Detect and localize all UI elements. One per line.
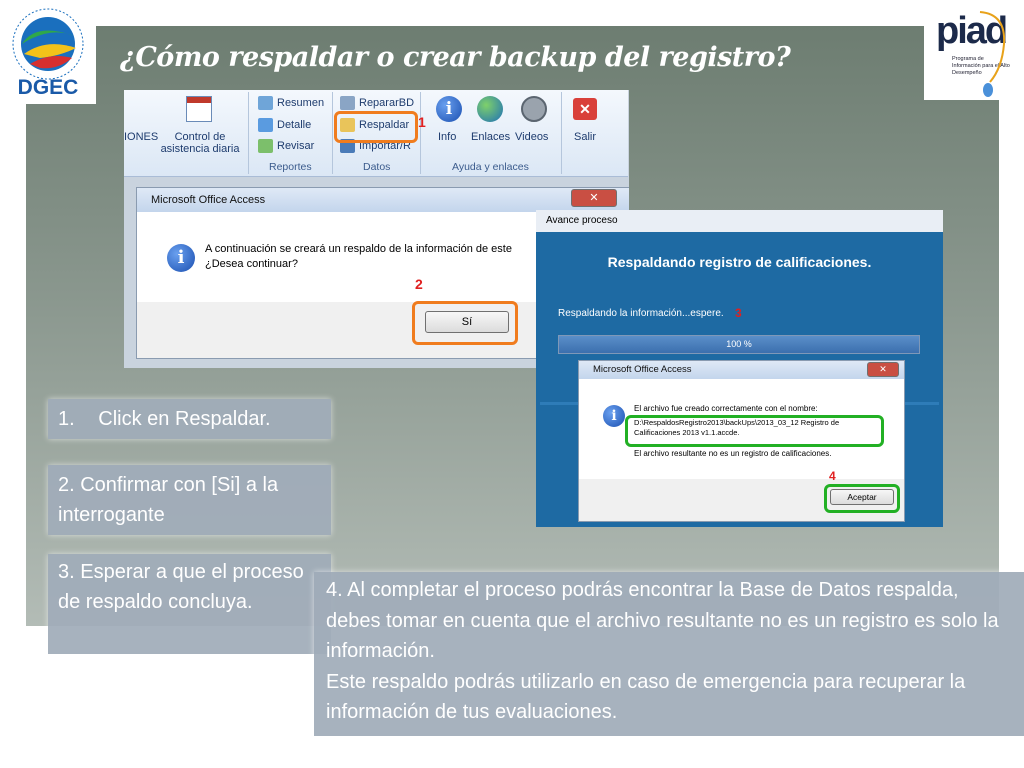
result-path-line1: D:\RespaldosRegistro2013\backUps\2013_03_12 Registro de [634,418,840,427]
info-icon: i [167,244,195,272]
highlight-respaldar [334,111,418,143]
progress-heading: Respaldando registro de calificaciones. [607,254,872,270]
result-dialog-title: Microsoft Office Access [579,361,904,379]
piad-logo-word: piad [936,10,1007,52]
progress-status: Respaldando la información...espere. [558,308,724,319]
ribbon-group-datos: Datos [363,161,391,173]
globe-links-icon [477,96,503,122]
step-4-paragraph-2: Este respaldo podrás utilizarlo en caso de emergencia para recuperar la información de tus evaluaciones. [326,670,966,723]
ribbon-resumen[interactable]: Resumen [277,97,325,109]
film-reel-icon [521,96,547,122]
step-4-box [314,572,1024,736]
accept-button[interactable]: Aceptar [830,489,894,505]
ribbon-group-reportes: Reportes [269,161,312,173]
info-icon: i [436,96,462,122]
yes-button[interactable]: Sí [425,311,509,333]
ribbon-revisar[interactable]: Revisar [277,140,315,152]
progress-window-title: Avance proceso [536,210,943,232]
step-2-box: 2. Confirmar con [Si] a la interrogante [48,465,331,535]
globe-icon [0,0,96,80]
ribbon-group-ayuda: Ayuda y enlaces [452,161,529,173]
piad-logo-subtitle: Programa de Información para el Alto Desempeño [952,56,1010,76]
step-1-text: Click en Respaldar. [98,408,271,430]
step-4-paragraph-1: 4. Al completar el proceso podrás encontrar la Base de Datos respalda, debes tomar en cuenta que el archivo resultante no es un registro es solo la información. [326,579,999,662]
ribbon-info[interactable]: Info [438,131,457,143]
calendar-icon [186,96,212,122]
step-1-number: 1. [58,408,75,430]
ribbon-separator [248,92,249,174]
result-line1: El archivo fue creado correctamente con el nombre: [634,404,818,413]
info-icon: i [603,405,625,427]
progress-screenshot [536,210,943,527]
result-dialog [578,360,905,522]
confirm-message-line1: A continuación se creará un respaldo de la información de este [205,243,512,255]
confirm-message-line2: ¿Desea continuar? [205,258,298,270]
marker-1: 1 [418,114,426,130]
marker-4: 4 [829,469,836,483]
ribbon-separator [561,92,562,174]
ribbon-separator [420,92,421,174]
ribbon-toolbar [124,90,628,177]
repair-icon [340,96,355,110]
ribbon-separator [332,92,333,174]
close-button[interactable]: ✕ [571,189,617,207]
confirm-dialog-title: Microsoft Office Access [137,188,629,212]
dgec-logo [0,0,96,104]
ribbon-videos[interactable]: Videos [515,131,549,143]
ribbon-reparar[interactable]: RepararBD [359,97,415,109]
mouse-icon [924,0,1024,100]
progress-text: 100 % [726,339,752,349]
progress-bar [558,335,920,354]
step-3-box: 3. Esperar a que el proceso de respaldo concluya. [48,554,331,654]
result-line3: El archivo resultante no es un registro de calificaciones. [634,449,832,458]
marker-3: 3 [735,306,742,320]
ribbon-importar[interactable]: Importar/R [359,140,411,152]
ribbon-enlaces[interactable]: Enlaces [471,131,511,143]
dgec-logo-text: DGEC [17,76,79,99]
marker-2: 2 [415,276,423,292]
ribbon-control-line2: asistencia diaria [160,143,240,155]
ribbon-respaldar[interactable]: Respaldar [359,119,410,131]
slide-title: ¿Cómo respaldar o crear backup del registro? [120,42,791,73]
step-1-box [48,399,331,439]
ribbon-salir[interactable]: Salir [574,131,597,143]
ribbon-control-line1: Control de [174,131,226,143]
ribbon-detalle[interactable]: Detalle [277,119,312,131]
detail-icon [258,118,273,132]
report-icon [258,96,273,110]
close-button[interactable]: ✕ [867,362,899,377]
piad-logo [924,0,1024,100]
close-red-icon: ✕ [573,98,597,120]
result-path-line2: Calificaciones 2013 v1.1.accde. [634,428,740,437]
ribbon-item-cut-off: IONES [124,131,159,143]
ribbon-control-asistencia[interactable] [160,131,240,155]
review-icon [258,139,273,153]
